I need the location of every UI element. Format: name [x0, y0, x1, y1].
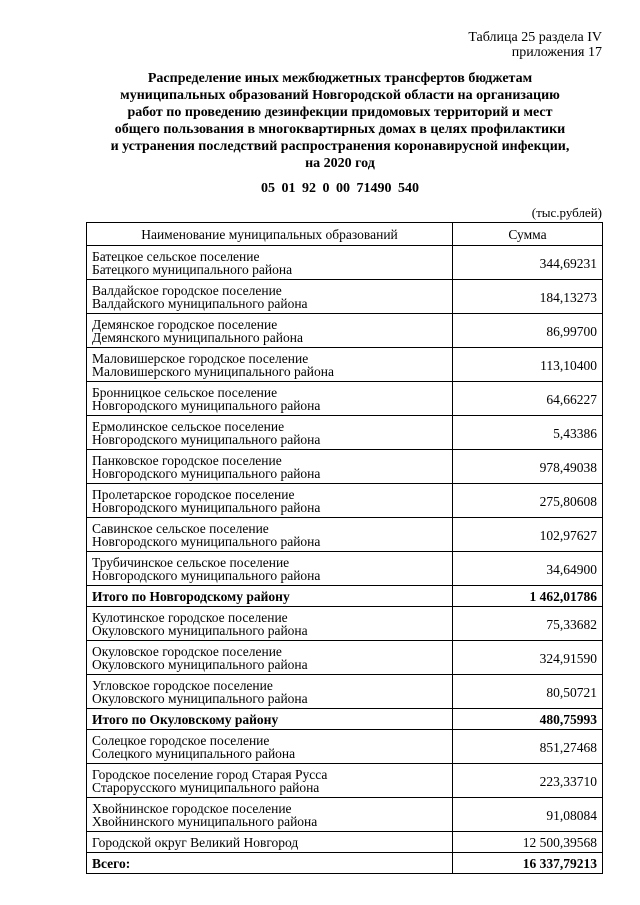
table-row — [87, 607, 603, 641]
municipality-name-line1: Городское поселение город Старая Русса — [92, 767, 328, 782]
municipality-name-cell — [87, 832, 453, 853]
table-header-row — [87, 223, 603, 246]
municipality-name-cell — [87, 246, 453, 280]
table-row — [87, 382, 603, 416]
table-row — [87, 450, 603, 484]
municipality-name-line2: Демянского муниципального района — [92, 330, 303, 345]
table-row — [87, 280, 603, 314]
table-row — [87, 764, 603, 798]
municipality-name-line2: Окуловского муниципального района — [92, 657, 308, 672]
table-row — [87, 484, 603, 518]
municipality-name-line1: Угловское городское поселение — [92, 678, 273, 693]
table-row — [87, 246, 603, 280]
table-total-row — [87, 586, 603, 607]
municipality-name-line1: Панковское городское поселение — [92, 453, 282, 468]
municipality-name-cell — [87, 314, 453, 348]
amount-cell: 275,80608 — [453, 484, 603, 518]
municipality-name-line2: Новгородского муниципального района — [92, 432, 321, 447]
title-line: работ по проведению дезинфекции придомовых территорий и мест — [127, 105, 553, 120]
amount-cell: 12 500,39568 — [453, 832, 603, 853]
table-total-row — [87, 709, 603, 730]
amount-cell: 851,27468 — [453, 730, 603, 764]
municipality-name-cell — [87, 730, 453, 764]
municipality-name-line2: Новгородского муниципального района — [92, 534, 321, 549]
table-row — [87, 314, 603, 348]
municipality-name-cell — [87, 764, 453, 798]
amount-cell: 16 337,79213 — [453, 853, 603, 874]
municipality-name-line2: Новгородского муниципального района — [92, 500, 321, 515]
municipality-name-cell — [87, 798, 453, 832]
amount-cell: 64,66227 — [453, 382, 603, 416]
column-header-amount: Сумма — [453, 223, 603, 246]
municipality-name-line2: Новгородского муниципального района — [92, 568, 321, 583]
municipality-name-line1: Ермолинское сельское поселение — [92, 419, 285, 434]
table-reference-line1: Таблица 25 раздела IV — [468, 30, 602, 45]
amount-cell: 34,64900 — [453, 552, 603, 586]
table-row — [87, 641, 603, 675]
transfers-table — [86, 222, 603, 874]
municipality-name-cell — [87, 853, 453, 874]
amount-cell: 324,91590 — [453, 641, 603, 675]
table-row — [87, 518, 603, 552]
title-line: Распределение иных межбюджетных трансфертов бюджетам — [147, 71, 533, 86]
amount-cell: 978,49038 — [453, 450, 603, 484]
amount-cell: 1 462,01786 — [453, 586, 603, 607]
amount-cell: 184,13273 — [453, 280, 603, 314]
municipality-name-line2: Маловишерского муниципального района — [92, 364, 334, 379]
municipality-name-line2: Батецкого муниципального района — [92, 262, 293, 277]
table-reference — [402, 30, 602, 60]
municipality-name-line2: Валдайского муниципального района — [92, 296, 308, 311]
unit-label: (тыс.рублей) — [531, 205, 602, 220]
amount-cell: 91,08084 — [453, 798, 603, 832]
municipality-name-cell — [87, 382, 453, 416]
municipality-name-line2: Новгородского муниципального района — [92, 466, 321, 481]
document-title — [60, 70, 620, 172]
amount-cell: 102,97627 — [453, 518, 603, 552]
amount-cell: 5,43386 — [453, 416, 603, 450]
municipality-name-line1: Демянское городское поселение — [92, 317, 278, 332]
municipality-name-line1: Итого по Новгородскому району — [92, 588, 290, 604]
amount-cell: 86,99700 — [453, 314, 603, 348]
column-header-name: Наименование муниципальных образований — [87, 223, 453, 246]
title-line: на 2020 год — [305, 156, 375, 171]
table-body — [87, 246, 603, 874]
municipality-name-cell — [87, 518, 453, 552]
municipality-name-cell — [87, 675, 453, 709]
table-row — [87, 416, 603, 450]
title-line: и устранения последствий распространения коронавирусной инфекции, — [110, 139, 570, 154]
municipality-name-line1: Окуловское городское поселение — [92, 644, 282, 659]
table-row — [87, 832, 603, 853]
municipality-name-line1: Кулотинское городское поселение — [92, 610, 288, 625]
municipality-name-line2: Старорусского муниципального района — [92, 780, 320, 795]
title-line: муниципальных образований Новгородской области на организацию — [120, 88, 560, 103]
amount-cell: 480,75993 — [453, 709, 603, 730]
municipality-name-line2: Новгородского муниципального района — [92, 398, 321, 413]
municipality-name-cell — [87, 709, 453, 730]
table-row — [87, 798, 603, 832]
municipality-name-cell — [87, 552, 453, 586]
municipality-name-cell — [87, 450, 453, 484]
municipality-name-line2: Хвойнинского муниципального района — [92, 814, 318, 829]
municipality-name-line1: Батецкое сельское поселение — [92, 249, 260, 264]
municipality-name-line2: Солецкого муниципального района — [92, 746, 296, 761]
municipality-name-line1: Всего: — [92, 855, 131, 871]
municipality-name-line2: Окуловского муниципального района — [92, 691, 308, 706]
municipality-name-line1: Маловишерское городское поселение — [92, 351, 309, 366]
municipality-name-cell — [87, 607, 453, 641]
table-row — [87, 552, 603, 586]
amount-cell: 223,33710 — [453, 764, 603, 798]
amount-cell: 344,69231 — [453, 246, 603, 280]
municipality-name-line1: Пролетарское городское поселение — [92, 487, 295, 502]
budget-classification-code: 05 01 92 0 00 71490 540 — [261, 181, 419, 196]
municipality-name-line1: Валдайское городское поселение — [92, 283, 282, 298]
municipality-name-cell — [87, 416, 453, 450]
municipality-name-cell — [87, 641, 453, 675]
table-total-row — [87, 853, 603, 874]
municipality-name-line1: Городской округ Великий Новгород — [92, 834, 299, 850]
title-line: общего пользования в многоквартирных домах в целях профилактики — [114, 122, 566, 137]
municipality-name-line1: Солецкое городское поселение — [92, 733, 270, 748]
table-row — [87, 675, 603, 709]
municipality-name-line1: Итого по Окуловскому району — [92, 711, 279, 727]
municipality-name-line1: Бронницкое сельское поселение — [92, 385, 278, 400]
table-row — [87, 348, 603, 382]
municipality-name-cell — [87, 484, 453, 518]
municipality-name-line2: Окуловского муниципального района — [92, 623, 308, 638]
municipality-name-cell — [87, 348, 453, 382]
table-row — [87, 730, 603, 764]
municipality-name-line1: Савинское сельское поселение — [92, 521, 269, 536]
amount-cell: 75,33682 — [453, 607, 603, 641]
municipality-name-cell — [87, 586, 453, 607]
amount-cell: 80,50721 — [453, 675, 603, 709]
amount-cell: 113,10400 — [453, 348, 603, 382]
municipality-name-line1: Хвойнинское городское поселение — [92, 801, 292, 816]
table-reference-line2: приложения 17 — [511, 45, 602, 60]
municipality-name-line1: Трубичинское сельское поселение — [92, 555, 290, 570]
municipality-name-cell — [87, 280, 453, 314]
